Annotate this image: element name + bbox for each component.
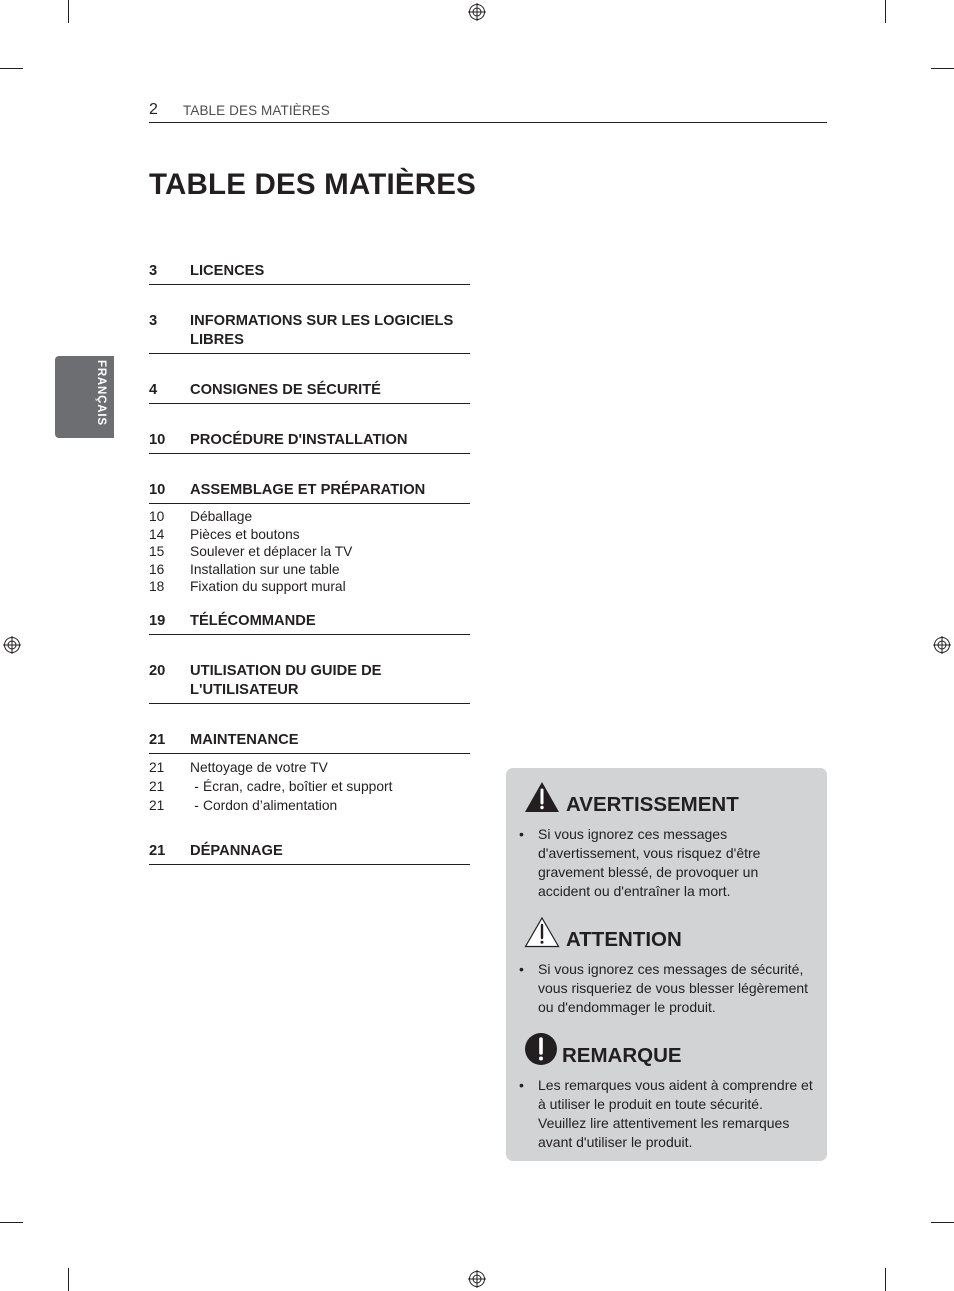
toc-section-assembly <box>149 481 470 596</box>
toc-heading[interactable] <box>149 612 470 635</box>
toc-heading[interactable] <box>149 431 470 454</box>
toc-subitem-label: Pièces et boutons <box>190 526 300 542</box>
toc-heading-label: PROCÉDURE D'INSTALLATION <box>190 432 408 448</box>
toc-subitem-label: Cordon d’alimentation <box>203 797 338 813</box>
toc-heading[interactable] <box>149 481 470 504</box>
crop-mark <box>68 1268 69 1291</box>
toc-subitem-page: 21 <box>149 778 165 794</box>
toc-page-number: 21 <box>149 731 166 748</box>
registration-mark-icon <box>468 1270 486 1288</box>
notice-note <box>506 1032 827 1152</box>
toc-section-remote <box>149 612 470 635</box>
toc-page-number: 21 <box>149 842 166 859</box>
toc-subitem-page: 16 <box>149 561 165 577</box>
notice-caution <box>506 916 827 1017</box>
toc-section-user-guide <box>149 662 470 704</box>
toc-heading-label: MAINTENANCE <box>190 731 299 748</box>
toc-subitem-page: 15 <box>149 544 165 559</box>
toc-page-number: 3 <box>149 263 158 279</box>
crop-mark <box>885 0 886 23</box>
toc-subitem-label: Déballage <box>190 509 253 524</box>
crop-mark <box>931 1222 954 1223</box>
table-of-contents <box>149 262 470 865</box>
registration-mark-icon <box>468 3 486 21</box>
crop-mark <box>885 1268 886 1291</box>
toc-heading-label: DÉPANNAGE <box>190 842 283 859</box>
toc-subitem-page: 21 <box>149 759 165 775</box>
crop-mark <box>0 68 23 69</box>
language-tab-label: FRANÇAIS <box>95 360 107 426</box>
toc-subitem[interactable] <box>149 758 470 777</box>
page-title: TABLE DES MATIÈRES <box>149 168 477 201</box>
notice-title: AVERTISSEMENT <box>566 793 739 816</box>
toc-subitem-label: Soulever et déplacer la TV <box>190 544 353 559</box>
toc-heading[interactable] <box>149 731 470 754</box>
notice-text: Si vous ignorez ces messages de sécurité, vous risqueriez de vous blesser légèrement ou d'endommager le produit. <box>538 961 809 1015</box>
bullet: • <box>519 826 524 842</box>
toc-section-maintenance <box>149 731 470 815</box>
toc-subitem-page: 21 <box>149 797 165 813</box>
toc-subitem-list <box>149 504 470 596</box>
toc-subitem-label: Nettoyage de votre TV <box>190 759 328 775</box>
running-title: TABLE DES MATIÈRES <box>183 103 330 118</box>
registration-mark-icon <box>3 636 21 654</box>
toc-section-installation <box>149 431 470 454</box>
page-number: 2 <box>149 101 158 118</box>
toc-subitem-page: 14 <box>149 526 165 542</box>
toc-page-number: 19 <box>149 612 166 629</box>
notice-text: Si vous ignorez ces messages d'avertissement, vous risquez d'être gravement blessé, de provoquer un accident ou d'entraîner la mort. <box>538 826 761 899</box>
toc-subitem-label: Installation sur une table <box>190 561 340 577</box>
toc-heading[interactable] <box>149 842 470 865</box>
toc-heading[interactable] <box>149 381 470 404</box>
safety-notice-box <box>506 768 827 1161</box>
toc-section-licences <box>149 262 470 285</box>
crop-mark <box>68 0 69 23</box>
toc-subitem[interactable] <box>149 508 470 526</box>
warning-triangle-filled-icon <box>524 781 560 818</box>
toc-page-number: 4 <box>149 382 158 398</box>
toc-subitem-label: Fixation du support mural <box>190 579 346 594</box>
toc-subitem[interactable] <box>149 777 470 796</box>
toc-heading-label: LICENCES <box>190 263 265 279</box>
exclamation-circle-icon <box>524 1032 558 1071</box>
language-tab <box>55 356 114 438</box>
toc-page-number: 20 <box>149 662 166 679</box>
toc-heading-label: INFORMATIONS SUR LES LOGICIELS LIBRES <box>190 313 454 348</box>
notice-title: ATTENTION <box>566 928 682 951</box>
toc-heading-label: TÉLÉCOMMANDE <box>190 612 316 629</box>
crop-mark <box>931 68 954 69</box>
notice-warning <box>506 781 827 901</box>
registration-mark-icon <box>933 636 951 654</box>
toc-subitem[interactable] <box>149 526 470 544</box>
toc-heading-label: ASSEMBLAGE ET PRÉPARATION <box>190 482 426 498</box>
toc-page-number: 3 <box>149 313 158 329</box>
toc-subitem[interactable] <box>149 796 470 815</box>
toc-section-open-source <box>149 312 470 354</box>
toc-subitem-dash: - <box>194 797 199 813</box>
toc-heading-label: CONSIGNES DE SÉCURITÉ <box>190 382 381 398</box>
toc-subitem-label: Écran, cadre, boîtier et support <box>203 778 393 794</box>
crop-mark <box>0 1222 23 1223</box>
toc-page-number: 10 <box>149 432 166 448</box>
toc-subitem[interactable] <box>149 543 470 561</box>
toc-page-number: 10 <box>149 482 166 498</box>
notice-title: REMARQUE <box>562 1044 682 1067</box>
toc-subitem[interactable] <box>149 578 470 596</box>
toc-section-safety <box>149 381 470 404</box>
toc-heading[interactable] <box>149 262 470 285</box>
toc-subitem[interactable] <box>149 561 470 579</box>
caution-triangle-outline-icon <box>524 916 560 953</box>
running-header <box>149 101 827 123</box>
toc-section-troubleshooting <box>149 842 470 865</box>
toc-subitem-dash: - <box>194 778 199 794</box>
toc-heading-label: UTILISATION DU GUIDE DE L'UTILISATEUR <box>190 662 382 698</box>
bullet: • <box>519 1077 524 1093</box>
notice-text: Les remarques vous aident à comprendre et à utiliser le produit en toute sécurité. Veuillez lire attentivement les remarques avant d'utiliser le produit. <box>538 1077 813 1150</box>
toc-subitem-page: 10 <box>149 509 165 524</box>
toc-heading[interactable] <box>149 312 470 354</box>
bullet: • <box>519 961 524 977</box>
toc-subitem-page: 18 <box>149 579 165 594</box>
toc-heading[interactable] <box>149 662 470 704</box>
toc-subitem-list <box>149 754 470 815</box>
